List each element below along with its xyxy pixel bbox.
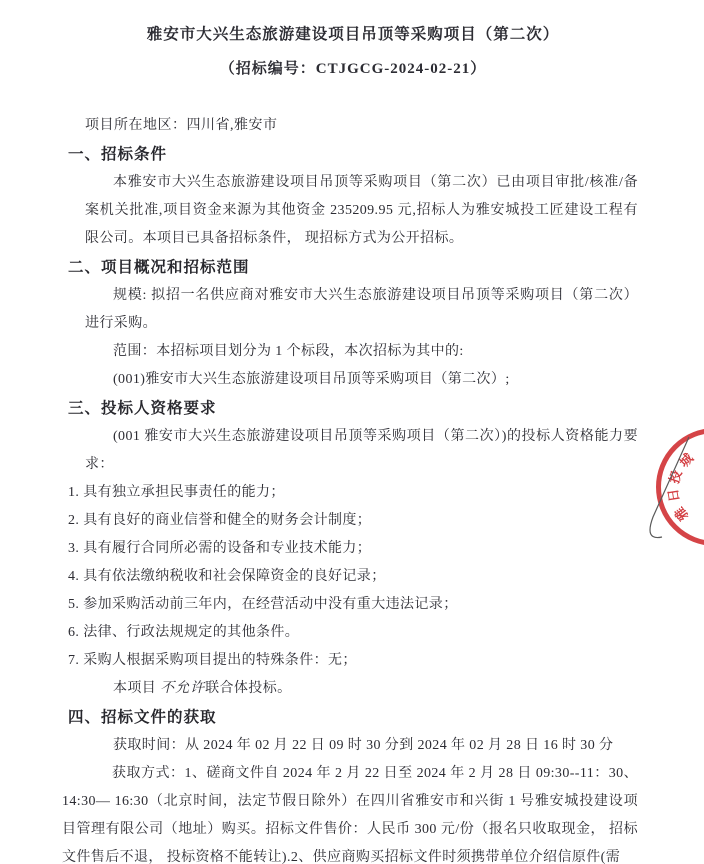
qualification-item-7: 7. 采购人根据采购项目提出的特殊条件：无； [68, 653, 357, 668]
acquisition-time-paragraph: 获取时间：从 2024 年 02 月 22 日 09 时 30 分到 2024 年 02 月 28 日 16 时 30 分 [113, 738, 614, 753]
stamp-character: 雅 [671, 504, 692, 524]
section-heading-project-overview: 二、项目概况和招标范围 [68, 259, 250, 276]
acquisition-method-paragraph: 获取方式：1、磋商文件自 2024 年 2 月 22 日至 2024 年 2 月 28 日 09:30--11：30、14:30— 16:30（北京时间，法定节假日除外）在四川省雅安市和兴街 1 号雅安城投建设项目管理有限公司（地址）购买。招标文件售价：人民币 300 元/份（报名只收取现金， 招标文件售后不退， 投标资格不能转让).2、供应商购买招标文件时须携带单位介绍信原件(需 [62, 766, 638, 864]
stamp-character: 城 [676, 450, 697, 471]
project-scope-paragraph: 范围：本招标项目划分为 1 个标段，本次招标为其中的: [113, 344, 464, 359]
section-heading-bidder-qualifications: 三、投标人资格要求 [68, 400, 217, 417]
joint-venture-emphasis: 不允许 [160, 681, 206, 696]
section-heading-document-acquisition: 四、招标文件的获取 [68, 709, 217, 726]
qualification-item-3: 3. 具有履行合同所必需的设备和专业技术能力； [68, 541, 372, 556]
section-heading-bidding-conditions: 一、招标条件 [68, 146, 168, 163]
qualification-item-5: 5. 参加采购活动前三年内，在经营活动中没有重大违法记录； [68, 597, 458, 612]
stamp-character: 日 [665, 487, 682, 503]
joint-venture-prefix: 本项目 [113, 681, 161, 696]
qualification-item-1: 1. 具有独立承担民事责任的能力； [68, 485, 285, 500]
qualification-item-2: 2. 具有良好的商业信誉和健全的财务会计制度； [68, 513, 372, 528]
project-scale-paragraph: 规模: 拟招一名供应商对雅安市大兴生态旅游建设项目吊顶等采购项目（第二次）进行采购。 [85, 288, 638, 331]
project-location: 项目所在地区：四川省,雅安市 [85, 118, 278, 133]
joint-venture-suffix: 联合体投标。 [205, 681, 292, 696]
bid-section-001-line: (001)雅安市大兴生态旅游建设项目吊顶等采购项目（第二次）; [113, 372, 510, 387]
bidding-conditions-paragraph: 本雅安市大兴生态旅游建设项目吊顶等采购项目（第二次）已由项目审批/核准/备案机关批准,项目资金来源为其他资金 235209.95 元,招标人为雅安城投工匠建设工程有限公司。本项目已具备招标条件， 现招标方式为公开招标。 [85, 175, 638, 246]
qualifications-intro: (001 雅安市大兴生态旅游建设项目吊顶等采购项目（第二次）)的投标人资格能力要求： [85, 429, 638, 472]
joint-venture-line [85, 675, 638, 703]
stamp-character: 投 [666, 468, 685, 486]
qualification-item-6: 6. 法律、行政法规规定的其他条件。 [68, 625, 300, 640]
qualification-item-4: 4. 具有依法缴纳税收和社会保障资金的良好记录； [68, 569, 386, 584]
page-title: 雅安市大兴生态旅游建设项目吊顶等采购项目（第二次） [146, 26, 560, 43]
tender-number: （招标编号：CTJGCG-2024-02-21） [219, 61, 487, 77]
